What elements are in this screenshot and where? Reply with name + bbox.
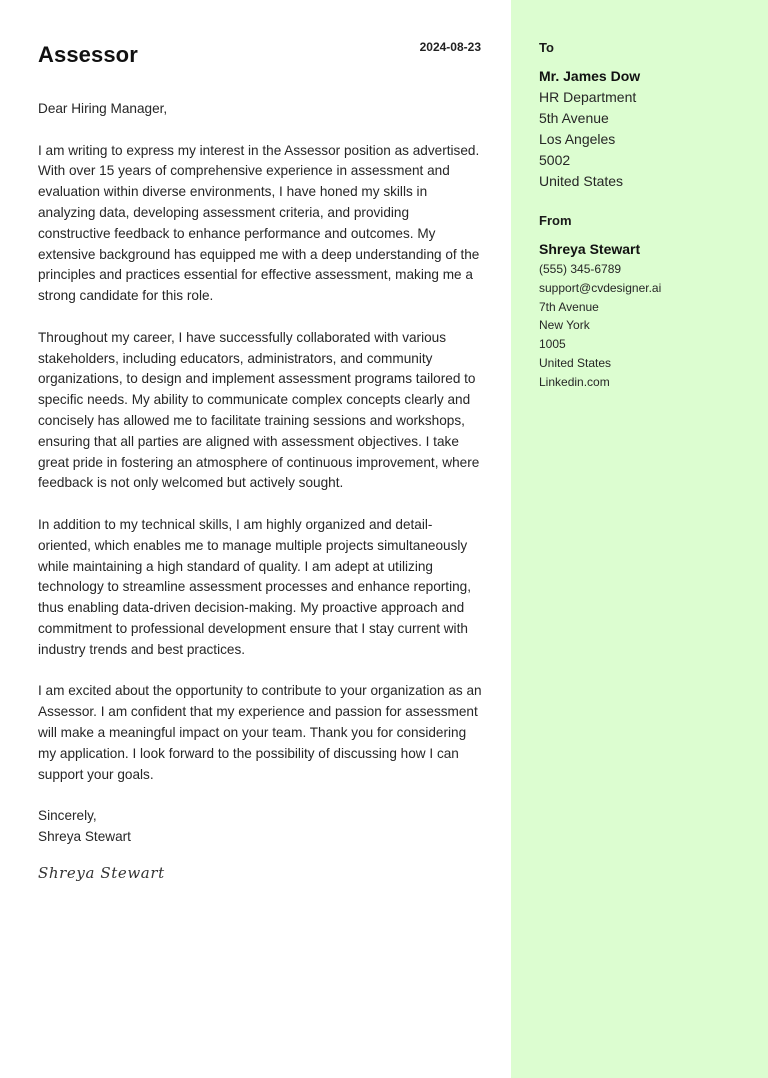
sender-website: Linkedin.com <box>539 374 610 389</box>
sender-postal-code: 1005 <box>539 337 566 352</box>
recipient-name: Mr. James Dow <box>539 68 641 84</box>
letter-paragraph-2: Throughout my career, I have successfully collaborated with various stakeholders, including educators, administrators, and community organizations, to design and implement assessment programs tailored to specific needs. My ability to communicate complex concepts clearly and concisely has allowed me to facilitate training sessions and workshops, ensuring that all parties are aligned with assessment objectives. I take great pride in fostering an atmosphere of continuous improvement, where feedback is not only welcomed but actively sought. <box>38 329 480 491</box>
letter-closing: Sincerely, <box>38 808 97 824</box>
letter-body <box>38 99 484 848</box>
letter-paragraph-3: In addition to my technical skills, I am highly organized and detail-oriented, which enables me to manage multiple projects simultaneously while maintaining a high standard of quality. I am adept at utilizing technology to streamline assessment processes and enhance reporting, thus enabling data-driven decision-making. My proactive approach and commitment to professional development ensure that I stay current with industry trends and best practices. <box>38 516 471 657</box>
recipient-city: Los Angeles <box>539 131 616 147</box>
recipient-country: United States <box>539 173 624 189</box>
recipient-department: HR Department <box>539 89 637 105</box>
sender-country: United States <box>539 355 612 370</box>
job-title: Assessor <box>38 42 138 67</box>
sender-name: Shreya Stewart <box>539 241 641 257</box>
letter-greeting: Dear Hiring Manager, <box>38 101 168 116</box>
letter-paragraph-4: I am excited about the opportunity to contribute to your organization as an Assessor. I am confident that my experience and passion for assessment will make a meaningful impact on your team. Thank you for considering my application. I look forward to the possibility of discussing how I can support your goals. <box>38 683 482 782</box>
recipient-address-block <box>539 66 754 192</box>
sender-street: 7th Avenue <box>539 299 599 314</box>
recipient-postal-code: 5002 <box>539 152 571 168</box>
sender-city: New York <box>539 318 590 333</box>
sender-contact-block <box>539 239 754 392</box>
recipient-street: 5th Avenue <box>539 110 609 126</box>
sender-phone: (555) 345-6789 <box>539 262 622 276</box>
letter-closing-name: Shreya Stewart <box>38 828 131 844</box>
sender-email: support@cvdesigner.ai <box>539 280 662 295</box>
recipient-heading: To <box>539 40 554 55</box>
sender-heading: From <box>539 213 572 228</box>
letter-date: 2024-08-23 <box>419 40 481 54</box>
letter-paragraph-1: I am writing to express my interest in the Assessor position as advertised. With over 15 years of comprehensive experience in assessment and evaluation within diverse environments, I have honed my skills in analyzing data, developing assessment criteria, and providing constructive feedback to enhance performance and outcomes. My extensive background has equipped me with a deep understanding of the principles and practices essential for effective assessment, making me a strong candidate for this role. <box>38 142 480 304</box>
handwritten-signature: Shreya Stewart <box>38 864 165 882</box>
